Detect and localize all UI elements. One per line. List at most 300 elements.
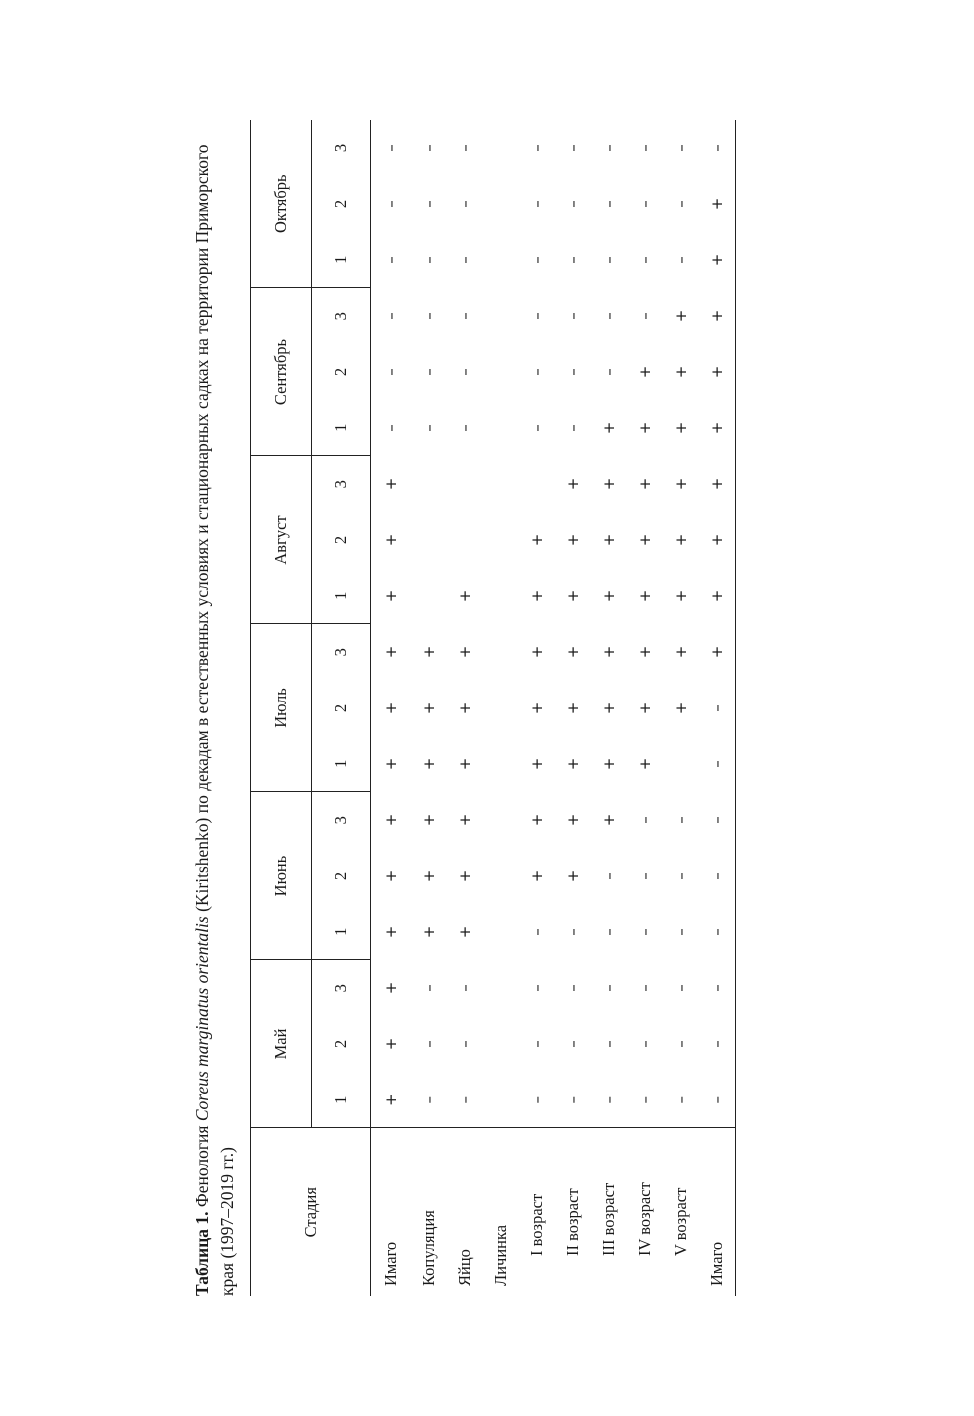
decade-header: 1 xyxy=(312,736,371,792)
absent-mark: – xyxy=(600,200,618,208)
value-cell xyxy=(483,400,519,456)
stage-cell: Яйцо xyxy=(447,1128,483,1296)
value-cell xyxy=(447,568,483,624)
value-cell xyxy=(699,400,736,456)
present-mark: + xyxy=(672,589,690,603)
value-cell xyxy=(447,288,483,344)
value-cell xyxy=(663,232,699,288)
absent-mark: – xyxy=(708,1096,726,1104)
value-cell xyxy=(411,120,447,176)
decade-header-row xyxy=(312,120,371,1296)
present-mark: + xyxy=(456,645,474,659)
absent-mark: – xyxy=(600,144,618,152)
value-cell xyxy=(519,680,555,736)
absent-mark: – xyxy=(456,312,474,320)
value-cell xyxy=(483,1072,519,1128)
present-mark: + xyxy=(564,477,582,491)
decade-header: 2 xyxy=(312,848,371,904)
present-mark: + xyxy=(382,813,400,827)
value-cell xyxy=(627,400,663,456)
stage-cell: III возраст xyxy=(591,1128,627,1296)
value-cell xyxy=(483,624,519,680)
absent-mark: – xyxy=(456,144,474,152)
present-mark: + xyxy=(672,477,690,491)
absent-mark: – xyxy=(636,984,654,992)
present-mark: + xyxy=(708,365,726,379)
absent-mark: – xyxy=(420,144,438,152)
value-cell xyxy=(591,1072,627,1128)
present-mark: + xyxy=(672,645,690,659)
absent-mark: – xyxy=(708,984,726,992)
value-cell xyxy=(591,344,627,400)
value-cell xyxy=(627,960,663,1016)
present-mark: + xyxy=(382,533,400,547)
value-cell xyxy=(591,512,627,568)
decade-header: 2 xyxy=(312,344,371,400)
value-cell xyxy=(411,736,447,792)
absent-mark: – xyxy=(382,256,400,264)
value-cell xyxy=(519,848,555,904)
value-cell xyxy=(447,400,483,456)
table-row xyxy=(663,120,699,1296)
decade-header: 1 xyxy=(312,232,371,288)
absent-mark: – xyxy=(636,144,654,152)
present-mark: + xyxy=(600,757,618,771)
value-cell xyxy=(447,512,483,568)
value-cell xyxy=(411,1072,447,1128)
decade-header: 1 xyxy=(312,568,371,624)
value-cell xyxy=(699,232,736,288)
value-cell xyxy=(555,344,591,400)
absent-mark: – xyxy=(600,1040,618,1048)
absent-mark: – xyxy=(528,984,546,992)
value-cell xyxy=(447,456,483,512)
absent-mark: – xyxy=(528,312,546,320)
value-cell xyxy=(627,624,663,680)
value-cell xyxy=(663,400,699,456)
value-cell xyxy=(371,288,412,344)
value-cell xyxy=(371,680,412,736)
absent-mark: – xyxy=(636,1040,654,1048)
absent-mark: – xyxy=(672,1096,690,1104)
present-mark: + xyxy=(382,869,400,883)
value-cell xyxy=(591,120,627,176)
value-cell xyxy=(483,456,519,512)
value-cell xyxy=(371,624,412,680)
value-cell xyxy=(663,848,699,904)
value-cell xyxy=(663,680,699,736)
decade-header: 1 xyxy=(312,400,371,456)
value-cell xyxy=(519,904,555,960)
present-mark: + xyxy=(382,645,400,659)
value-cell xyxy=(627,120,663,176)
present-mark: + xyxy=(672,533,690,547)
value-cell xyxy=(483,904,519,960)
value-cell xyxy=(699,680,736,736)
value-cell xyxy=(411,848,447,904)
value-cell xyxy=(699,960,736,1016)
value-cell xyxy=(591,736,627,792)
present-mark: + xyxy=(708,421,726,435)
absent-mark: – xyxy=(456,1096,474,1104)
value-cell xyxy=(519,512,555,568)
absent-mark: – xyxy=(420,424,438,432)
value-cell xyxy=(627,456,663,512)
value-cell xyxy=(555,176,591,232)
absent-mark: – xyxy=(528,1096,546,1104)
present-mark: + xyxy=(564,645,582,659)
value-cell xyxy=(519,288,555,344)
value-cell xyxy=(591,1016,627,1072)
value-cell xyxy=(447,904,483,960)
absent-mark: – xyxy=(636,872,654,880)
value-cell xyxy=(411,568,447,624)
value-cell xyxy=(519,400,555,456)
value-cell xyxy=(699,344,736,400)
value-cell xyxy=(411,792,447,848)
value-cell xyxy=(699,288,736,344)
present-mark: + xyxy=(382,981,400,995)
value-cell xyxy=(555,120,591,176)
value-cell xyxy=(699,1072,736,1128)
value-cell xyxy=(483,736,519,792)
value-cell xyxy=(447,848,483,904)
value-cell xyxy=(519,792,555,848)
present-mark: + xyxy=(528,701,546,715)
present-mark: + xyxy=(382,589,400,603)
present-mark: + xyxy=(600,589,618,603)
month-header: Июль xyxy=(251,624,312,792)
value-cell xyxy=(663,568,699,624)
present-mark: + xyxy=(528,869,546,883)
value-cell xyxy=(371,120,412,176)
absent-mark: – xyxy=(564,368,582,376)
decade-header: 3 xyxy=(312,960,371,1016)
value-cell xyxy=(483,232,519,288)
absent-mark: – xyxy=(528,1040,546,1048)
absent-mark: – xyxy=(564,200,582,208)
value-cell xyxy=(447,232,483,288)
present-mark: + xyxy=(672,421,690,435)
value-cell xyxy=(371,400,412,456)
value-cell xyxy=(371,456,412,512)
absent-mark: – xyxy=(672,1040,690,1048)
value-cell xyxy=(663,288,699,344)
value-cell xyxy=(627,232,663,288)
absent-mark: – xyxy=(420,200,438,208)
absent-mark: – xyxy=(708,760,726,768)
value-cell xyxy=(483,792,519,848)
present-mark: + xyxy=(420,813,438,827)
month-header: Октябрь xyxy=(251,120,312,288)
stage-cell: Личинка xyxy=(483,1128,519,1296)
present-mark: + xyxy=(456,589,474,603)
present-mark: + xyxy=(708,253,726,267)
value-cell xyxy=(447,1072,483,1128)
value-cell xyxy=(411,344,447,400)
value-cell xyxy=(663,176,699,232)
absent-mark: – xyxy=(456,200,474,208)
stage-cell: Имаго xyxy=(371,1128,412,1296)
value-cell xyxy=(411,400,447,456)
present-mark: + xyxy=(528,757,546,771)
value-cell xyxy=(591,456,627,512)
value-cell xyxy=(371,232,412,288)
value-cell xyxy=(483,344,519,400)
absent-mark: – xyxy=(456,424,474,432)
absent-mark: – xyxy=(382,200,400,208)
value-cell xyxy=(699,120,736,176)
absent-mark: – xyxy=(636,928,654,936)
present-mark: + xyxy=(708,197,726,211)
absent-mark: – xyxy=(528,200,546,208)
absent-mark: – xyxy=(672,928,690,936)
table-row xyxy=(447,120,483,1296)
value-cell xyxy=(519,176,555,232)
absent-mark: – xyxy=(382,368,400,376)
absent-mark: – xyxy=(528,256,546,264)
value-cell xyxy=(663,736,699,792)
value-cell xyxy=(699,1016,736,1072)
value-cell xyxy=(555,1016,591,1072)
present-mark: + xyxy=(636,365,654,379)
value-cell xyxy=(447,344,483,400)
present-mark: + xyxy=(528,813,546,827)
caption-species: Coreus marginatus orientalis xyxy=(192,916,212,1122)
caption-label: Таблица 1. xyxy=(192,1211,212,1296)
phenology-table xyxy=(250,120,736,1296)
present-mark: + xyxy=(420,869,438,883)
absent-mark: – xyxy=(708,144,726,152)
decade-header: 2 xyxy=(312,1016,371,1072)
value-cell xyxy=(663,624,699,680)
value-cell xyxy=(483,1016,519,1072)
absent-mark: – xyxy=(636,1096,654,1104)
decade-header: 2 xyxy=(312,512,371,568)
absent-mark: – xyxy=(672,984,690,992)
absent-mark: – xyxy=(456,256,474,264)
present-mark: + xyxy=(382,757,400,771)
value-cell xyxy=(555,960,591,1016)
present-mark: + xyxy=(382,1037,400,1051)
table-caption xyxy=(190,110,240,1296)
value-cell xyxy=(483,960,519,1016)
value-cell xyxy=(483,568,519,624)
absent-mark: – xyxy=(600,256,618,264)
value-cell xyxy=(371,960,412,1016)
absent-mark: – xyxy=(456,368,474,376)
month-header: Май xyxy=(251,960,312,1128)
value-cell xyxy=(591,792,627,848)
value-cell xyxy=(447,120,483,176)
value-cell xyxy=(519,1016,555,1072)
value-cell xyxy=(591,232,627,288)
present-mark: + xyxy=(382,925,400,939)
month-header-row xyxy=(251,120,312,1296)
present-mark: + xyxy=(564,869,582,883)
stage-cell: IV возраст xyxy=(627,1128,663,1296)
value-cell xyxy=(447,792,483,848)
present-mark: + xyxy=(636,589,654,603)
value-cell xyxy=(591,624,627,680)
value-cell xyxy=(371,512,412,568)
stage-cell: Имаго xyxy=(699,1128,736,1296)
value-cell xyxy=(627,288,663,344)
absent-mark: – xyxy=(600,928,618,936)
decade-header: 1 xyxy=(312,1072,371,1128)
present-mark: + xyxy=(528,645,546,659)
value-cell xyxy=(411,904,447,960)
value-cell xyxy=(591,400,627,456)
present-mark: + xyxy=(528,589,546,603)
value-cell xyxy=(627,792,663,848)
value-cell xyxy=(591,960,627,1016)
table-row xyxy=(411,120,447,1296)
decade-header: 2 xyxy=(312,176,371,232)
value-cell xyxy=(519,456,555,512)
decade-header: 3 xyxy=(312,120,371,176)
decade-header: 3 xyxy=(312,288,371,344)
value-cell xyxy=(411,456,447,512)
value-cell xyxy=(371,1016,412,1072)
value-cell xyxy=(555,848,591,904)
value-cell xyxy=(371,176,412,232)
value-cell xyxy=(663,120,699,176)
value-cell xyxy=(591,848,627,904)
present-mark: + xyxy=(564,757,582,771)
value-cell xyxy=(411,232,447,288)
value-cell xyxy=(371,848,412,904)
value-cell xyxy=(555,456,591,512)
value-cell xyxy=(627,512,663,568)
value-cell xyxy=(411,624,447,680)
value-cell xyxy=(555,680,591,736)
value-cell xyxy=(555,400,591,456)
present-mark: + xyxy=(636,533,654,547)
absent-mark: – xyxy=(456,984,474,992)
present-mark: + xyxy=(672,365,690,379)
absent-mark: – xyxy=(420,312,438,320)
table-row xyxy=(519,120,555,1296)
absent-mark: – xyxy=(672,200,690,208)
present-mark: + xyxy=(708,589,726,603)
present-mark: + xyxy=(600,421,618,435)
absent-mark: – xyxy=(600,1096,618,1104)
present-mark: + xyxy=(636,701,654,715)
table-row xyxy=(591,120,627,1296)
stage-cell: Копуляция xyxy=(411,1128,447,1296)
absent-mark: – xyxy=(528,144,546,152)
value-cell xyxy=(519,736,555,792)
value-cell xyxy=(519,232,555,288)
present-mark: + xyxy=(672,309,690,323)
present-mark: + xyxy=(600,645,618,659)
absent-mark: – xyxy=(564,144,582,152)
value-cell xyxy=(627,848,663,904)
decade-header: 1 xyxy=(312,904,371,960)
rotated-page xyxy=(190,110,780,1296)
value-cell xyxy=(663,960,699,1016)
value-cell xyxy=(555,904,591,960)
value-cell xyxy=(555,232,591,288)
present-mark: + xyxy=(600,477,618,491)
value-cell xyxy=(447,624,483,680)
absent-mark: – xyxy=(708,704,726,712)
value-cell xyxy=(699,848,736,904)
absent-mark: – xyxy=(382,144,400,152)
value-cell xyxy=(519,960,555,1016)
value-cell xyxy=(411,176,447,232)
value-cell xyxy=(699,904,736,960)
value-cell xyxy=(591,176,627,232)
present-mark: + xyxy=(636,477,654,491)
value-cell xyxy=(447,736,483,792)
present-mark: + xyxy=(456,701,474,715)
value-cell xyxy=(663,904,699,960)
present-mark: + xyxy=(600,533,618,547)
present-mark: + xyxy=(636,757,654,771)
value-cell xyxy=(555,568,591,624)
present-mark: + xyxy=(420,757,438,771)
absent-mark: – xyxy=(708,816,726,824)
absent-mark: – xyxy=(564,928,582,936)
absent-mark: – xyxy=(382,312,400,320)
value-cell xyxy=(591,568,627,624)
value-cell xyxy=(555,624,591,680)
month-header: Июнь xyxy=(251,792,312,960)
value-cell xyxy=(483,176,519,232)
value-cell xyxy=(699,792,736,848)
present-mark: + xyxy=(564,533,582,547)
absent-mark: – xyxy=(528,368,546,376)
absent-mark: – xyxy=(420,256,438,264)
absent-mark: – xyxy=(600,984,618,992)
present-mark: + xyxy=(456,757,474,771)
stage-header: Стадия xyxy=(251,1128,371,1296)
decade-header: 2 xyxy=(312,680,371,736)
absent-mark: – xyxy=(528,928,546,936)
absent-mark: – xyxy=(564,312,582,320)
value-cell xyxy=(699,624,736,680)
absent-mark: – xyxy=(672,256,690,264)
decade-header: 3 xyxy=(312,456,371,512)
value-cell xyxy=(371,568,412,624)
value-cell xyxy=(663,344,699,400)
absent-mark: – xyxy=(600,312,618,320)
value-cell xyxy=(411,1016,447,1072)
value-cell xyxy=(519,1072,555,1128)
absent-mark: – xyxy=(708,1040,726,1048)
present-mark: + xyxy=(382,1093,400,1107)
absent-mark: – xyxy=(420,368,438,376)
value-cell xyxy=(627,680,663,736)
present-mark: + xyxy=(382,701,400,715)
decade-header: 3 xyxy=(312,792,371,848)
value-cell xyxy=(555,1072,591,1128)
present-mark: + xyxy=(636,645,654,659)
present-mark: + xyxy=(382,477,400,491)
absent-mark: – xyxy=(672,816,690,824)
present-mark: + xyxy=(420,925,438,939)
value-cell xyxy=(371,736,412,792)
value-cell xyxy=(555,512,591,568)
present-mark: + xyxy=(564,589,582,603)
present-mark: + xyxy=(600,701,618,715)
value-cell xyxy=(519,568,555,624)
value-cell xyxy=(627,176,663,232)
absent-mark: – xyxy=(636,312,654,320)
absent-mark: – xyxy=(564,256,582,264)
